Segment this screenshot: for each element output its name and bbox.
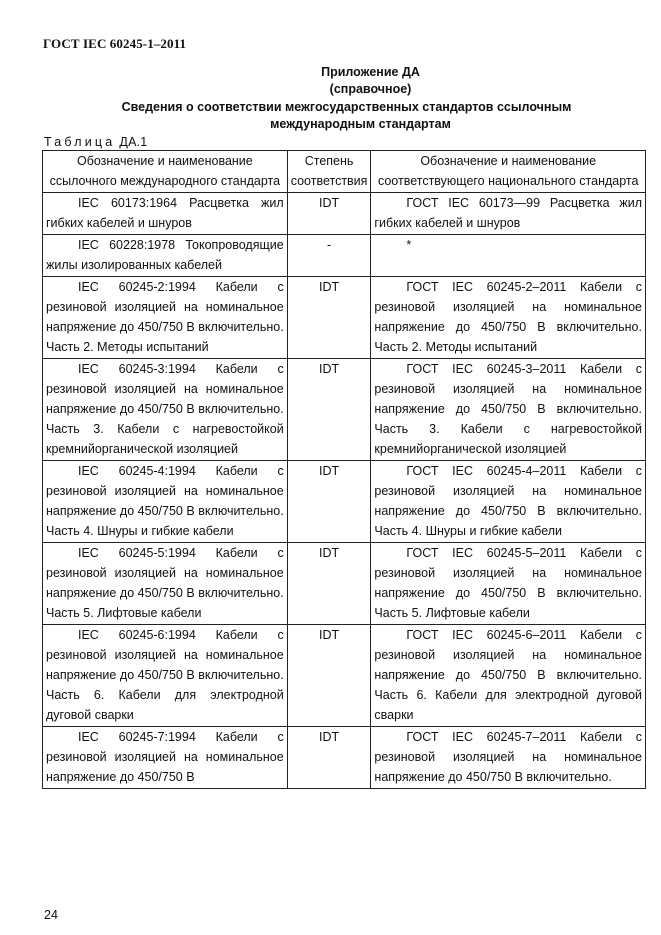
cell-intl-standard-text: IEC 60228:1978 Токопроводящие жилы изолированных кабелей [46, 238, 284, 272]
cell-national-standard-text: * [406, 238, 412, 252]
cell-intl-standard-text: IEC 60245-3:1994 Кабели с резиновой изоляцией на номинальное напряжение до 450/750 В включительно. Часть 3. Кабели с нагревостойкой кремнийорганической изоляцией [46, 362, 284, 456]
cell-national-standard-text: ГОСТ IEC 60245-6–2011 Кабели с резиновой изоляцией на номинальное напряжение до 450/750 В включительно. Часть 6. Кабели для электродной дуговой сварки [374, 628, 642, 722]
cell-national-standard [371, 359, 646, 461]
cell-degree: IDT [287, 461, 371, 543]
appendix-title: Приложение ДА [321, 65, 420, 79]
table-caption-label: Таблица [44, 135, 116, 149]
cell-intl-standard [43, 235, 288, 277]
cell-national-standard-text: ГОСТ IEC 60245-3–2011 Кабели с резиновой изоляцией на номинальное напряжение до 450/750 В включительно. Часть 3. Кабели с нагревостойкой кремнийорганической изоляцией [374, 362, 642, 456]
cell-national-standard [371, 277, 646, 359]
column-header-intl: Обозначение и наименование ссылочного международного стандарта [43, 151, 288, 193]
cell-national-standard [371, 461, 646, 543]
cell-intl-standard-text: IEC 60245-2:1994 Кабели с резиновой изоляцией на номинальное напряжение до 450/750 В включительно. Часть 2. Методы испытаний [46, 280, 284, 354]
cell-intl-standard-text: IEC 60245-5:1994 Кабели с резиновой изоляцией на номинальное напряжение до 450/750 В включительно. Часть 5. Лифтовые кабели [46, 546, 284, 620]
correspondence-table [42, 150, 646, 789]
cell-national-standard-text: ГОСТ IEC 60173—99 Расцветка жил гибких кабелей и шнуров [374, 196, 642, 230]
cell-degree: IDT [287, 543, 371, 625]
cell-intl-standard [43, 727, 288, 789]
cell-intl-standard-text: IEC 60245-6:1994 Кабели с резиновой изоляцией на номинальное напряжение до 450/750 В включительно. Часть 6. Кабели для электродной дуговой сварки [46, 628, 284, 722]
table-row [43, 193, 646, 235]
cell-intl-standard [43, 543, 288, 625]
cell-national-standard-text: ГОСТ IEC 60245-4–2011 Кабели с резиновой изоляцией на номинальное напряжение до 450/750 В включительно. Часть 4. Шнуры и гибкие кабели [374, 464, 642, 538]
table-row [43, 625, 646, 727]
table-row [43, 277, 646, 359]
column-header-degree: Степень соответствия [287, 151, 371, 193]
cell-degree: - [287, 235, 371, 277]
appendix-subtitle: (справочное) [329, 82, 412, 96]
table-row [43, 359, 646, 461]
cell-degree: IDT [287, 359, 371, 461]
cell-degree: IDT [287, 193, 371, 235]
cell-intl-standard [43, 359, 288, 461]
cell-intl-standard [43, 625, 288, 727]
cell-intl-standard [43, 461, 288, 543]
cell-national-standard [371, 193, 646, 235]
cell-national-standard-text: ГОСТ IEC 60245-5–2011 Кабели с резиновой изоляцией на номинальное напряжение до 450/750 В включительно. Часть 5. Лифтовые кабели [374, 546, 642, 620]
table-row [43, 727, 646, 789]
cell-national-standard [371, 727, 646, 789]
appendix-heading-line2: международным стандартам [270, 117, 451, 131]
cell-degree: IDT [287, 277, 371, 359]
cell-national-standard [371, 625, 646, 727]
cell-intl-standard-text: IEC 60173:1964 Расцветка жил гибких кабелей и шнуров [46, 196, 284, 230]
cell-national-standard-text: ГОСТ IEC 60245-2–2011 Кабели с резиновой изоляцией на номинальное напряжение до 450/750 В включительно. Часть 2. Методы испытаний [374, 280, 642, 354]
cell-intl-standard-text: IEC 60245-7:1994 Кабели с резиновой изоляцией на номинальное напряжение до 450/750 В [46, 730, 284, 784]
cell-degree: IDT [287, 625, 371, 727]
table-header-row [43, 151, 646, 193]
cell-national-standard [371, 543, 646, 625]
table-row [43, 543, 646, 625]
table-body [43, 193, 646, 789]
cell-intl-standard [43, 193, 288, 235]
page-number: 24 [44, 908, 58, 922]
cell-intl-standard-text: IEC 60245-4:1994 Кабели с резиновой изоляцией на номинальное напряжение до 450/750 В включительно. Часть 4. Шнуры и гибкие кабели [46, 464, 284, 538]
column-header-national: Обозначение и наименование соответствующего национального стандарта [371, 151, 646, 193]
cell-national-standard-text: ГОСТ IEC 60245-7–2011 Кабели с резиновой изоляцией на номинальное напряжение до 450/750 В включительно. [374, 730, 642, 784]
table-caption-number: ДА.1 [119, 135, 148, 149]
table-row [43, 235, 646, 277]
cell-degree: IDT [287, 727, 371, 789]
table-row [43, 461, 646, 543]
document-code: ГОСТ IEC 60245-1–2011 [43, 36, 187, 51]
cell-intl-standard [43, 277, 288, 359]
cell-national-standard [371, 235, 646, 277]
appendix-heading-line1: Сведения о соответствии межгосударственных стандартов ссылочным [121, 100, 572, 114]
